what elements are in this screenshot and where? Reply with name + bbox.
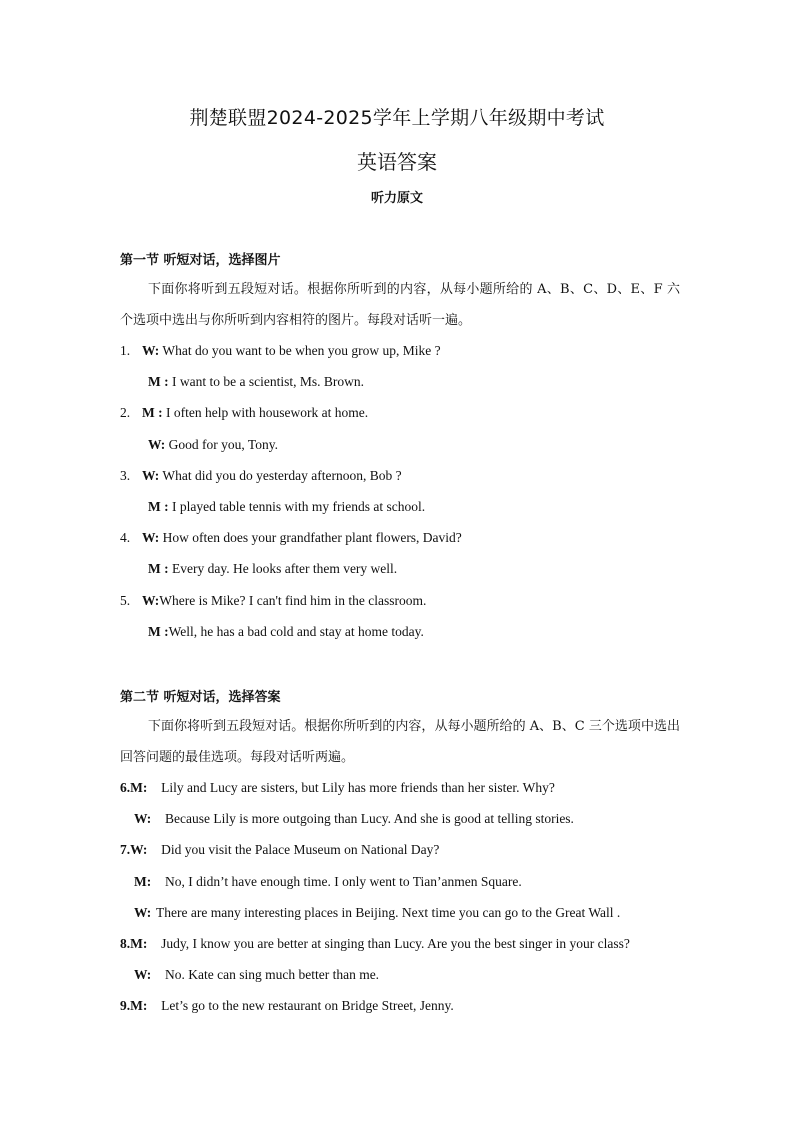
speaker-label: W: xyxy=(134,905,152,920)
dialogue-text: No. Kate can sing much better than me. xyxy=(165,967,380,982)
section1-heading: 第一节 听短对话，选择图片 xyxy=(120,253,281,268)
dialogue-text: Did you visit the Palace Museum on National Day? xyxy=(161,842,440,857)
dialogue-3-line-1 xyxy=(120,468,402,484)
section2-instruction: 下面你将听到五段短对话。根据你所听到的内容，从每小题所给的 A、B、C 三个选项中选出回答问题的最佳选项。每段对话听两遍。 xyxy=(120,719,680,765)
speaker-label: M: xyxy=(130,936,148,951)
document-subtitle: 英语答案 xyxy=(357,150,437,174)
dialogue-text: What do you want to be when you grow up, Mike ? xyxy=(159,343,441,358)
dialogue-text: Well, he has a bad cold and stay at home today. xyxy=(168,624,424,639)
speaker-label: W: xyxy=(142,343,160,358)
dialogue-number: 7. xyxy=(120,842,131,857)
dialogue-5-line-1 xyxy=(120,593,426,609)
dialogue-number: 2. xyxy=(120,405,131,420)
speaker-label: M: xyxy=(130,780,148,795)
dialogue-8-line-2 xyxy=(134,967,379,983)
speaker-label: M: xyxy=(130,998,148,1013)
dialogue-3-line-2 xyxy=(148,499,425,515)
dialogue-text: No, I didn’t have enough time. I only went to Tian’anmen Square. xyxy=(165,874,522,889)
dialogue-text: Every day. He looks after them very well. xyxy=(168,561,398,576)
dialogue-text: Because Lily is more outgoing than Lucy. And she is good at telling stories. xyxy=(165,811,574,826)
speaker-label: W: xyxy=(142,468,160,483)
document-title: 荆楚联盟2024-2025学年上学期八年级期中考试 xyxy=(189,107,605,129)
dialogue-7-line-2 xyxy=(134,874,522,890)
dialogue-number: 8. xyxy=(120,936,131,951)
dialogue-9-line-1 xyxy=(120,998,454,1014)
speaker-label: W: xyxy=(142,593,160,608)
dialogue-2-line-1 xyxy=(120,405,368,421)
speaker-label: M : xyxy=(148,561,169,576)
dialogue-text: Lily and Lucy are sisters, but Lily has more friends than her sister. Why? xyxy=(161,780,555,795)
dialogue-1-line-2 xyxy=(148,374,364,390)
speaker-label: M : xyxy=(148,624,169,639)
speaker-label: W: xyxy=(148,437,166,452)
speaker-label: W: xyxy=(134,811,152,826)
listening-script-heading: 听力原文 xyxy=(370,191,423,206)
dialogue-number: 6. xyxy=(120,780,131,795)
section1-instruction: 下面你将听到五段短对话。根据你所听到的内容，从每小题所给的 A、B、C、D、E、F 六个选项中选出与你所听到内容相符的图片。每段对话听一遍。 xyxy=(120,282,680,328)
dialogue-text: Where is Mike? I can't find him in the classroom. xyxy=(159,593,427,608)
dialogue-text: I often help with housework at home. xyxy=(162,405,369,420)
speaker-label: W: xyxy=(142,530,160,545)
dialogue-5-line-2 xyxy=(148,624,424,640)
dialogue-8-line-1 xyxy=(120,936,630,952)
dialogue-number: 9. xyxy=(120,998,131,1013)
dialogue-text: How often does your grandfather plant flowers, David? xyxy=(159,530,462,545)
speaker-label: M : xyxy=(142,405,163,420)
dialogue-text: What did you do yesterday afternoon, Bob ? xyxy=(159,468,402,483)
dialogue-text: I want to be a scientist, Ms. Brown. xyxy=(168,374,364,389)
dialogue-4-line-1 xyxy=(120,530,462,546)
speaker-label: M : xyxy=(148,374,169,389)
dialogue-text: Good for you, Tony. xyxy=(165,437,278,452)
speaker-label: W: xyxy=(130,842,148,857)
speaker-label: W: xyxy=(134,967,152,982)
dialogue-text: Judy, I know you are better at singing than Lucy. Are you the best singer in your class? xyxy=(161,936,630,951)
speaker-label: M : xyxy=(148,499,169,514)
dialogue-6-line-2 xyxy=(134,811,574,827)
dialogue-7-line-1 xyxy=(120,842,439,858)
dialogue-1-line-1 xyxy=(120,343,441,359)
dialogue-7-line-3 xyxy=(134,905,620,921)
dialogue-number: 1. xyxy=(120,343,131,358)
dialogue-4-line-2 xyxy=(148,561,397,577)
dialogue-text: Let’s go to the new restaurant on Bridge Street, Jenny. xyxy=(161,998,454,1013)
dialogue-2-line-2 xyxy=(148,437,278,453)
dialogue-number: 4. xyxy=(120,530,131,545)
dialogue-number: 5. xyxy=(120,593,131,608)
section2-heading: 第二节 听短对话，选择答案 xyxy=(120,690,281,705)
dialogue-6-line-1 xyxy=(120,780,555,796)
dialogue-number: 3. xyxy=(120,468,131,483)
dialogue-text: There are many interesting places in Beijing. Next time you can go to the Great Wall . xyxy=(156,905,621,920)
dialogue-text: I played table tennis with my friends at school. xyxy=(168,499,426,514)
speaker-label: M: xyxy=(134,874,152,889)
